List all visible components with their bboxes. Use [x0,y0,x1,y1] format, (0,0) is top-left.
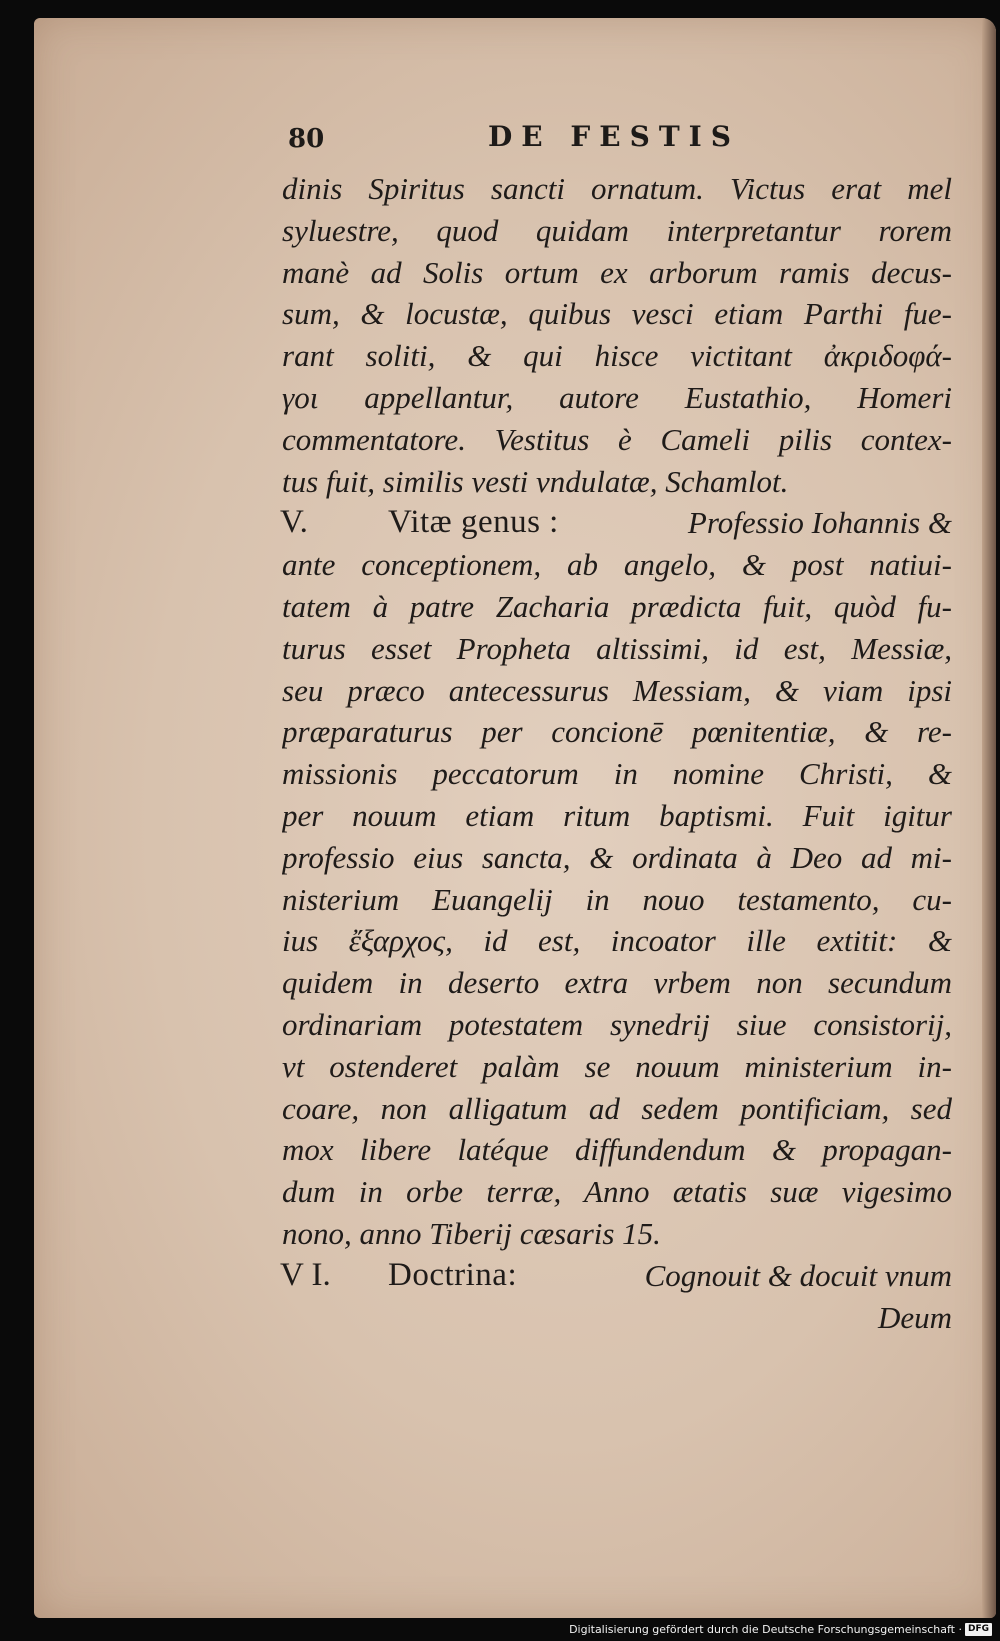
text-line: ius ἔξαρχος, id est, incoator ille extitit: & [282,923,952,959]
text-line: rant soliti, & qui hisce victitant ἀκριδοφά- [282,338,952,374]
text-line: tatem à patre Zacharia prædicta fuit, quòd fu- [282,588,952,624]
text-line: manè ad Solis ortum ex arborum ramis decus- [282,254,952,290]
page-header [250,120,790,160]
page-number: 80 [288,124,325,154]
text-line: nono, anno Tiberij cæsaris 15. [282,1215,661,1251]
running-title: DE FESTIS [488,120,740,153]
text-line: syluestre, quod quidam interpretantur rorem [282,212,952,248]
text-line: dinis Spiritus sancti ornatum. Victus erat mel [282,171,952,206]
text-line: commentatore. Vestitus è Cameli pilis contex- [282,421,952,457]
text-line: vt ostenderet palàm se nouum ministerium in- [282,1048,952,1084]
text-line: per nouum etiam ritum baptismi. Fuit igitur [282,797,952,833]
section-v-heading-line [280,502,952,544]
text-line: ante conceptionem, ab angelo, & post natiui- [282,547,952,583]
text-line: præparaturus per concionē pœnitentiæ, & re- [282,714,952,750]
text-line: dum in orbe terræ, Anno ætatis suæ vigesimo [282,1174,952,1210]
text-line: turus esset Propheta altissimi, id est, Messiæ, [282,630,952,666]
text-line: missionis peccatorum in nomine Christi, & [282,756,952,792]
text-line: tus fuit, similis vesti vndulatæ, Schamlot. [282,463,789,499]
section-first-line-text: Professio Iohannis & [687,505,952,541]
text-line: mox libere latéque diffundendum & propagan- [282,1132,952,1168]
section-number: V I. [280,1256,331,1293]
text-line: seu præco antecessurus Messiam, & viam ipsi [282,672,952,708]
text-line: professio eius sancta, & ordinata à Deo ad mi- [282,839,952,875]
credit-text: Digitalisierung gefördert durch die Deutsche Forschungsgemeinschaft · [569,1622,962,1636]
page-edge [982,18,996,1618]
dfg-logo: DFG [965,1623,992,1636]
text-line: coare, non alligatum ad sedem pontificiam, sed [282,1090,952,1126]
section-heading: Vitæ genus : [388,504,559,541]
body-text [282,168,952,1338]
text-line: nisterium Euangelij in nouo testamento, cu- [282,881,952,917]
section-heading: Doctrina: [388,1256,518,1293]
text-line: quidem in deserto extra vrbem non secundum [282,965,952,1001]
text-line: ordinariam potestatem synedrij siue consistorij, [282,1006,952,1042]
section-vi-heading-line [280,1255,952,1297]
digitization-credit [569,1621,992,1637]
text-line: γοι appellantur, autore Eustathio, Homeri [282,379,952,415]
section-number: V. [280,504,308,541]
text-line: sum, & locustæ, quibus vesci etiam Parthi fue- [282,296,952,332]
catchword: Deum [877,1299,952,1335]
section-first-line-text: Cognouit & docuit vnum [644,1257,952,1293]
